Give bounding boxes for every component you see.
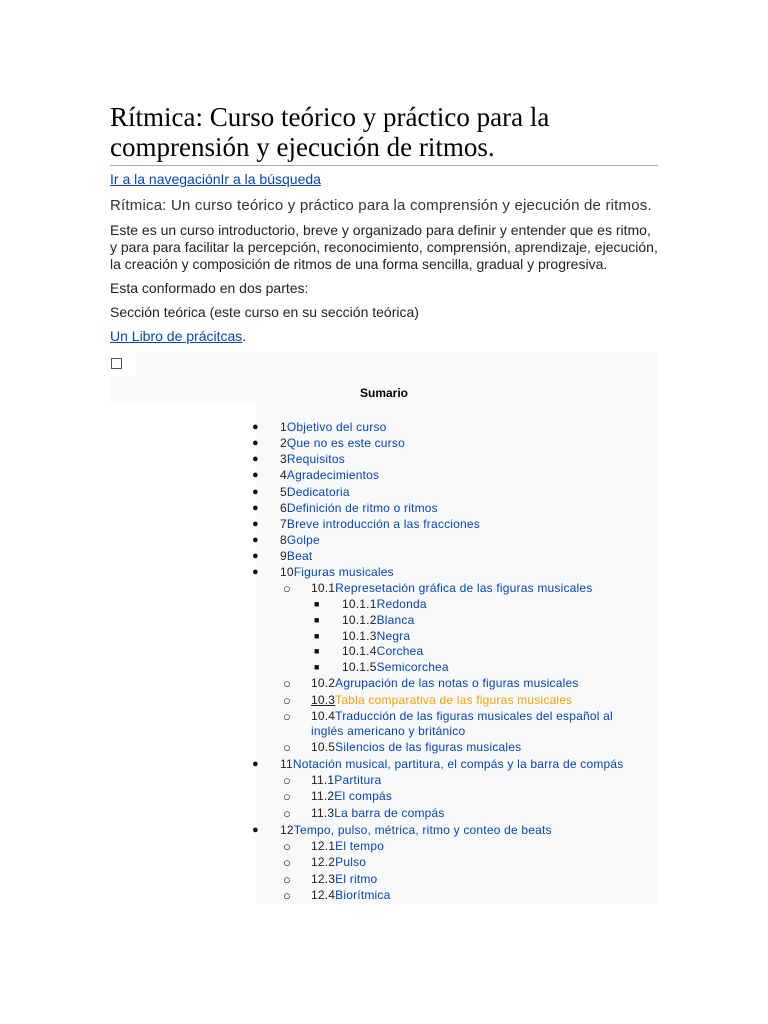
bullet-circle: ○ <box>283 693 292 708</box>
intro-paragraph: Este es un curso introductorio, breve y organizado para definir y entender que es ritmo, y para para facilitar la percepción, reconocimiento, comprensión, aprendizaje, ejecución, la creación y composición de ritmos de una forma sencilla, gradual y progresiva. <box>110 222 658 272</box>
jump-links <box>110 170 658 188</box>
toc-title: Sumario <box>359 386 408 400</box>
toc-subitem[interactable]: ○ 10.4Traducción de las figuras musicales del español al inglés americano y británico <box>283 709 613 738</box>
toc-subsubitem[interactable]: ■ 10.1.3Negra <box>314 629 411 643</box>
toc-subitem[interactable]: ○ 12.1El tempo <box>283 839 385 854</box>
toc-subitem[interactable]: ○ 10.5Silencios de las figuras musicales <box>283 740 522 755</box>
toc-subitem[interactable]: ○ 10.2Agrupación de las notas o figuras musicales <box>283 676 579 691</box>
toc-item[interactable]: ● 2Que no es este curso <box>252 436 405 450</box>
bullet-circle: ○ <box>283 709 292 724</box>
toc-item[interactable]: ● 4Agradecimientos <box>252 468 380 482</box>
bullet-disc: ● <box>252 550 259 562</box>
article <box>110 100 658 904</box>
bullet-circle: ○ <box>283 676 292 691</box>
table-of-contents <box>110 352 658 904</box>
toc-subitem[interactable]: ○ 11.3La barra de compás <box>283 806 445 821</box>
article-subtitle: Rítmica: Un curso teórico y práctico para la comprensión y ejecución de ritmos. <box>110 197 652 214</box>
part-book <box>110 328 658 345</box>
part-book-suffix: . <box>242 328 247 344</box>
toc-subsubitem[interactable]: ■ 10.1.5Semicorchea <box>314 660 449 674</box>
bullet-disc: ● <box>252 566 259 578</box>
toc-subitem[interactable]: ○ 12.4Biorítmica <box>283 888 391 903</box>
toc-item[interactable]: ● 9Beat <box>252 549 313 563</box>
toc-subsubitem[interactable]: ■ 10.1.2Blanca <box>314 613 415 627</box>
toc-subsubitem[interactable]: ■ 10.1.4Corchea <box>314 644 424 658</box>
toc-subsubitem[interactable]: ■ 10.1.1Redonda <box>314 597 427 611</box>
bullet-circle: ○ <box>283 855 292 870</box>
toc-header-band <box>136 352 658 376</box>
bullet-square: ■ <box>314 646 320 656</box>
toc-item[interactable]: ● 1Objetivo del curso <box>252 420 387 434</box>
part-theory: Sección teórica (este curso en su sección teórica) <box>110 304 419 320</box>
toc-item[interactable]: ● 12Tempo, pulso, métrica, ritmo y conteo de beats <box>252 823 552 837</box>
toc-subitem[interactable]: ○ 11.1Partitura <box>283 773 382 788</box>
bullet-circle: ○ <box>283 806 292 821</box>
toc-item[interactable]: ● 5Dedicatoria <box>252 485 350 499</box>
toc-item[interactable]: ● 3Requisitos <box>252 452 345 466</box>
parts-intro: Esta conformado en dos partes: <box>110 280 309 296</box>
bullet-disc: ● <box>252 518 259 530</box>
bullet-disc: ● <box>252 758 259 770</box>
toc-subitem[interactable]: ○ 10.1Represetación gráfica de las figuras musicales <box>283 581 593 596</box>
page-title: Rítmica: Curso teórico y práctico para la comprensión y ejecución de ritmos. <box>110 100 658 166</box>
bullet-circle: ○ <box>283 740 292 755</box>
toc-subitem[interactable]: ○ 12.2Pulso <box>283 855 367 870</box>
jump-to-search-link[interactable]: Ir a la búsqueda <box>220 171 321 187</box>
toc-toggle-checkbox[interactable] <box>111 358 122 369</box>
toc-item[interactable]: ● 7Breve introducción a las fracciones <box>252 517 480 531</box>
bullet-disc: ● <box>252 453 259 465</box>
bullet-circle: ○ <box>283 888 292 903</box>
bullet-circle: ○ <box>283 773 292 788</box>
toc-item[interactable]: ● 8Golpe <box>252 533 320 547</box>
bullet-disc: ● <box>252 502 259 514</box>
toc-item[interactable]: ● 11Notación musical, partitura, el compás y la barra de compás <box>252 757 624 771</box>
toc-subitem-active[interactable]: ○ 10.3Tabla comparativa de las figuras musicales <box>283 693 573 708</box>
toc-item[interactable]: ● 6Definición de ritmo o ritmos <box>252 501 438 515</box>
bullet-circle: ○ <box>283 839 292 854</box>
bullet-disc: ● <box>252 534 259 546</box>
bullet-circle: ○ <box>283 581 292 596</box>
bullet-disc: ● <box>252 421 259 433</box>
toc-item[interactable]: ● 10Figuras musicales <box>252 565 394 579</box>
jump-to-navigation-link[interactable]: Ir a la navegación <box>110 171 221 187</box>
bullet-disc: ● <box>252 469 259 481</box>
bullet-circle: ○ <box>283 789 292 804</box>
bullet-disc: ● <box>252 824 259 836</box>
bullet-square: ■ <box>314 662 320 672</box>
bullet-disc: ● <box>252 437 259 449</box>
toc-toggle-area <box>110 352 136 376</box>
bullet-square: ■ <box>314 599 320 609</box>
toc-body <box>252 403 658 904</box>
bullet-circle: ○ <box>283 872 292 887</box>
bullet-square: ■ <box>314 631 320 641</box>
toc-subitem[interactable]: ○ 12.3El ritmo <box>283 872 378 887</box>
bullet-square: ■ <box>314 615 320 625</box>
toc-subitem[interactable]: ○ 11.2El compás <box>283 789 393 804</box>
practice-book-link[interactable]: Un Libro de prácitcas <box>110 328 243 344</box>
bullet-disc: ● <box>252 486 259 498</box>
